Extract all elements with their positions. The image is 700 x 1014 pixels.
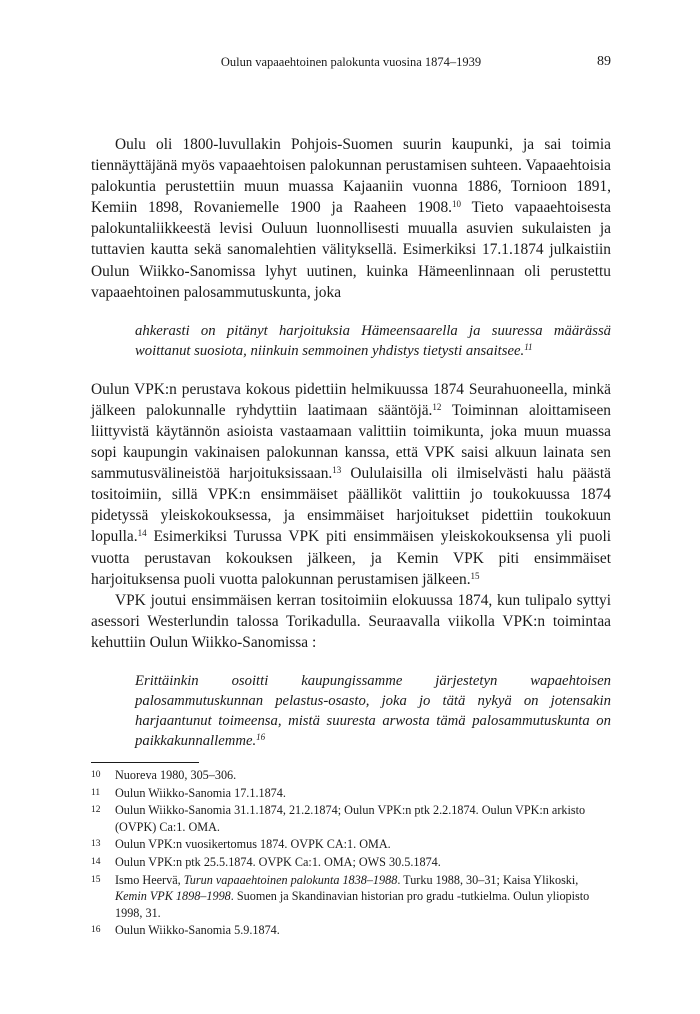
paragraph-text: Esimerkiksi Turussa VPK piti ensimmäisen yleiskokouksensa yli puoli vuotta perustavan kokouksen jälkeen, ja Kemin VPK piti ensimmäiset harjoituksensa puoli vuotta palokunnan perustamisen jälkeen.: [91, 528, 611, 588]
footnote-15: [91, 872, 611, 922]
footnote-text-part: . Suomen ja Skandinavian historian pro gradu -tutkielma. Oulun yliopisto 1998, 31.: [115, 889, 590, 920]
footnote-number: 13: [91, 839, 101, 850]
running-title: Oulun vapaaehtoinen palokunta vuosina 1874–1939: [220, 55, 482, 69]
block-quote-1: [135, 321, 611, 361]
block-quote-2: [135, 671, 611, 751]
footnote-text: Oulun Wiikko-Sanomia 5.9.1874.: [115, 923, 280, 938]
footnote-text: Oulun VPK:n ptk 25.5.1874. OVPK Ca:1. OMA; OWS 30.5.1874.: [115, 854, 441, 869]
footnote-text: Oulun Wiikko-Sanomia 17.1.1874.: [115, 785, 286, 800]
paragraph-1: [91, 134, 611, 303]
footnote-ref: 11: [524, 341, 533, 352]
footnote-14: [91, 854, 611, 871]
footnote-10: [91, 767, 611, 784]
footnote-text: Oulun Wiikko-Sanomia 31.1.1874, 21.2.1874; Oulun VPK:n ptk 2.2.1874. Oulun VPK:n arkisto (OVPK) Ca:1. OMA.: [115, 803, 586, 834]
paragraph-3: [91, 590, 611, 653]
paragraph-text: Oululaisilla oli ilmiselvästi halu päästä tositoimiin, sillä VPK:n ensimmäiset päälliköt valittiin jo toukokuussa 1874 pidetyssä yleiskokouksessa, ja ensimmäiset harjoitukset pidettiin toukokuun lopulla.: [91, 465, 611, 546]
footnote-12: [91, 802, 611, 835]
book-title: Kemin VPK 1898–1998: [115, 889, 231, 904]
quote-text: ahkerasti on pitänyt harjoituksia Hämeensaarella ja suuressa määrässä woittanut suosiota, niinkuin semmoinen yhdistys tietysti ansaitsee.: [135, 322, 611, 359]
footnote-text: [115, 872, 611, 922]
footnote-16: [91, 922, 611, 939]
footnote-number: 11: [91, 787, 101, 798]
paragraph-text: VPK joutui ensimmäisen kerran tositoimiin elokuussa 1874, kun tulipalo syttyi asessori Westerlundin talossa Torikadulla. Seuraavalla viikolla VPK:n toimintaa kehuttiin Oulun Wiikko-Sanomissa :: [91, 591, 611, 651]
footnote-text: Nuoreva 1980, 305–306.: [115, 768, 237, 782]
footnote-ref: 10: [452, 199, 462, 210]
main-text: [91, 134, 611, 769]
paragraph-text: Oulu oli 1800-luvullakin Pohjois-Suomen suurin kaupunki, ja sai toimia tiennäyttäjänä myös vapaaehtoisen palokunnan perustamisen suhteen. Vapaaehtoisia palokuntia perustettiin muun muassa Kajaaniin vuonna 1886, Tornioon 1891, Kemiin 1898, Rovaniemelle 1900 ja Raaheen 1908.: [91, 136, 611, 217]
footnote-ref: 16: [256, 731, 266, 742]
footnote-divider: [91, 762, 199, 763]
footnote-number: 15: [91, 874, 101, 885]
paragraph-text: Oulun VPK:n perustava kokous pidettiin helmikuussa 1874 Seurahuoneella, minkä jälkeen palokunnalle ryhdyttiin laatimaan sääntöjä.: [91, 380, 611, 419]
paragraph-text: Tieto vapaaehtoisesta palokuntaliikkeestä levisi Ouluun luonnollisesti muualla asuvien sukulaisten ja tuttavien kautta sekä sanomalehtien välityksellä. Esimerkiksi 17.1.1874 julkaistiin Oulun Wiikko-Sanomissa lyhyt uutinen, kuinka Hämeenlinnaan oli perustettu vapaaehtoinen palosammutuskunta, joka: [91, 199, 611, 301]
footnote-ref: 15: [470, 570, 480, 581]
book-title: Turun vapaaehtoinen palokunta 1838–1988: [183, 872, 398, 887]
footnote-number: 10: [91, 770, 101, 780]
footnote-ref: 13: [332, 465, 342, 476]
paragraph-text: Toiminnan aloittamiseen liittyvistä käytännön asioista vastaamaan valittiin toimikunta, joka muun muassa sopi kaupungin vakinaisen palokunnan kanssa, että VPK saisi alkuun lainata sen sammutusvälineistöä harjoituksissaan.: [91, 401, 612, 483]
page-number: 89: [597, 54, 611, 69]
footnote-ref: 12: [432, 401, 442, 412]
paragraph-2: [91, 379, 611, 590]
footnote-text-part: . Turku 1988, 30–31; Kaisa Ylikoski,: [397, 872, 579, 887]
footnote-13: [91, 836, 611, 853]
quote-text: Erittäinkin osoitti kaupungissamme järjestetyn wapaehtoisen palosammutuskunnan pelastus-osasto, joka jo tätä nykyä on jotensakin harjaantunut toimeensa, mistä suuresta arwosta tämä palosammutuskunta on paikkakunnallemme.: [135, 672, 611, 749]
footnote-text-part: Ismo Heervä,: [115, 872, 184, 887]
footnote-ref: 14: [137, 528, 147, 539]
footnotes: [91, 767, 611, 940]
footnote-number: 12: [91, 805, 101, 816]
footnote-number: 14: [91, 856, 101, 867]
footnote-text: Oulun VPK:n vuosikertomus 1874. OVPK CA:1. OMA.: [115, 837, 391, 852]
footnote-11: [91, 785, 611, 802]
footnote-number: 16: [91, 925, 101, 936]
